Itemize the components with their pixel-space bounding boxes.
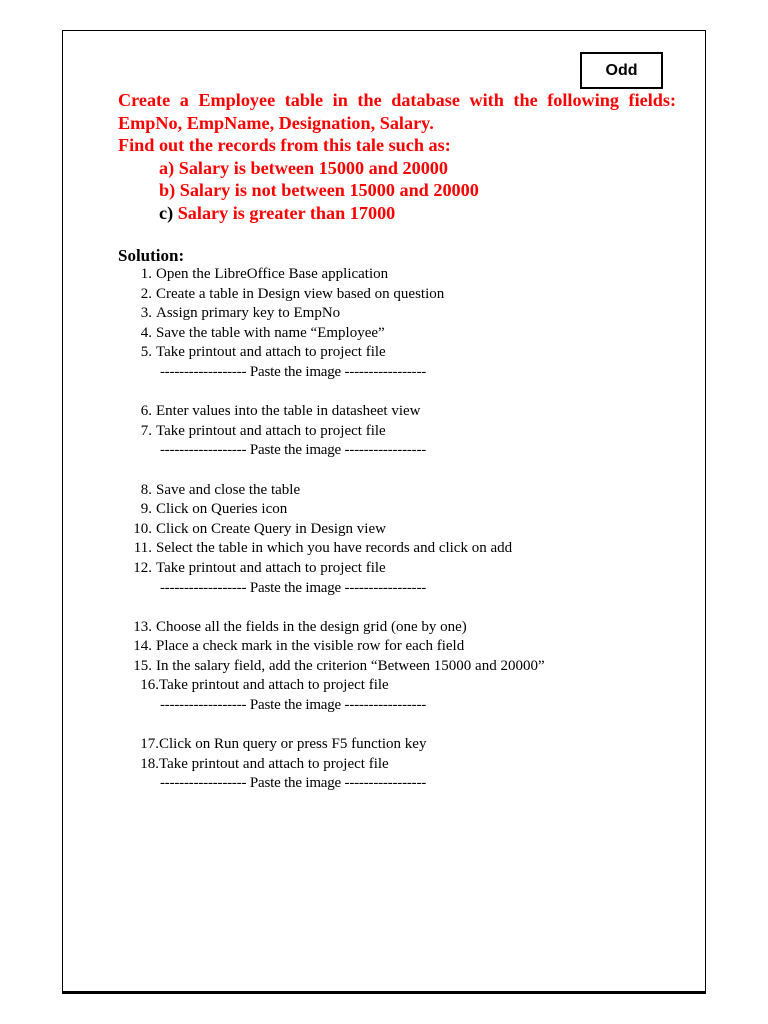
option-text: Salary is between 15000 and 20000 xyxy=(178,157,448,178)
step-number: 14. xyxy=(133,638,152,655)
step-number: 17. xyxy=(140,736,159,753)
step-text: Take printout and attach to project file xyxy=(156,344,386,361)
odd-label: Odd xyxy=(605,61,638,79)
list-item xyxy=(118,285,678,305)
question-option-b xyxy=(118,179,676,202)
step-number: 7. xyxy=(140,422,152,439)
list-item xyxy=(118,539,678,559)
list-item xyxy=(118,481,678,501)
step-number: 5. xyxy=(140,344,152,361)
option-marker: b) xyxy=(159,180,176,200)
step-text: In the salary field, add the criterion “Between 15000 and 20000” xyxy=(156,657,545,674)
question-line-3: Find out the records from this tale such as: xyxy=(118,135,451,155)
step-number: 13. xyxy=(133,618,152,635)
step-number: 8. xyxy=(140,481,152,498)
question-block xyxy=(118,89,676,224)
step-number: 6. xyxy=(140,403,152,420)
list-item xyxy=(118,422,678,442)
list-item xyxy=(118,618,678,638)
step-text: Place a check mark in the visible row for each field xyxy=(156,638,465,655)
paste-image-placeholder: ------------------ Paste the image ----------------- xyxy=(160,579,427,596)
step-text: Click on Run query or press F5 function key xyxy=(159,736,427,753)
paste-image-placeholder: ------------------ Paste the image ----------------- xyxy=(160,442,427,459)
paste-image-placeholder: ------------------ Paste the image ----------------- xyxy=(160,775,427,792)
step-number: 16. xyxy=(140,677,159,694)
step-number: 10. xyxy=(133,520,152,537)
step-number: 11. xyxy=(133,540,152,557)
step-text: Create a table in Design view based on question xyxy=(156,285,445,302)
list-item xyxy=(118,676,678,696)
step-text: Choose all the fields in the design grid (one by one) xyxy=(156,618,467,635)
question-option-a xyxy=(118,157,676,180)
list-item xyxy=(118,520,678,540)
list-item xyxy=(118,343,678,363)
paste-image-placeholder: ------------------ Paste the image ----------------- xyxy=(160,363,427,380)
steps-list xyxy=(118,265,678,794)
step-number: 18. xyxy=(140,755,159,772)
question-line-1: Create a Employee table in the database with the following fields: xyxy=(118,90,676,110)
paste-image-placeholder: ------------------ Paste the image ----------------- xyxy=(160,697,427,714)
option-marker: c) xyxy=(159,202,174,223)
step-text: Select the table in which you have records and click on add xyxy=(156,540,513,557)
step-number: 1. xyxy=(140,266,152,282)
spacer xyxy=(118,461,678,481)
list-item xyxy=(118,265,678,285)
list-item xyxy=(118,500,678,520)
question-line-2: EmpNo, EmpName, Designation, Salary. xyxy=(118,112,434,133)
step-text: Take printout and attach to project file xyxy=(156,559,386,576)
list-item xyxy=(118,735,678,755)
odd-label-box xyxy=(580,52,663,89)
step-number: 9. xyxy=(140,501,152,518)
step-text: Enter values into the table in datasheet view xyxy=(156,403,421,420)
solution-heading: Solution: xyxy=(118,246,185,265)
step-text: Click on Create Query in Design view xyxy=(156,520,386,537)
list-item xyxy=(118,402,678,422)
step-number: 3. xyxy=(140,305,152,322)
option-text: Salary is greater than 17000 xyxy=(177,202,396,223)
list-item xyxy=(118,324,678,344)
question-option-c xyxy=(118,202,676,225)
step-number: 12. xyxy=(133,559,152,576)
step-number: 2. xyxy=(140,285,152,302)
list-item xyxy=(118,304,678,324)
spacer xyxy=(118,383,678,403)
list-item xyxy=(118,657,678,677)
list-item xyxy=(118,559,678,579)
option-marker: a) xyxy=(159,157,175,178)
step-text: Open the LibreOffice Base application xyxy=(156,266,389,282)
step-number: 15. xyxy=(133,657,152,674)
step-text: Take printout and attach to project file xyxy=(159,755,389,772)
spacer xyxy=(118,716,678,736)
step-text: Assign primary key to EmpNo xyxy=(156,305,341,322)
step-text: Save the table with name “Employee” xyxy=(156,324,385,341)
list-item xyxy=(118,637,678,657)
step-text: Click on Queries icon xyxy=(156,501,288,518)
list-item xyxy=(118,755,678,775)
step-number: 4. xyxy=(140,324,152,341)
step-text: Take printout and attach to project file xyxy=(159,677,389,694)
step-text: Save and close the table xyxy=(156,481,301,498)
option-text: Salary is not between 15000 and 20000 xyxy=(179,180,479,200)
step-text: Take printout and attach to project file xyxy=(156,422,386,439)
spacer xyxy=(118,598,678,618)
